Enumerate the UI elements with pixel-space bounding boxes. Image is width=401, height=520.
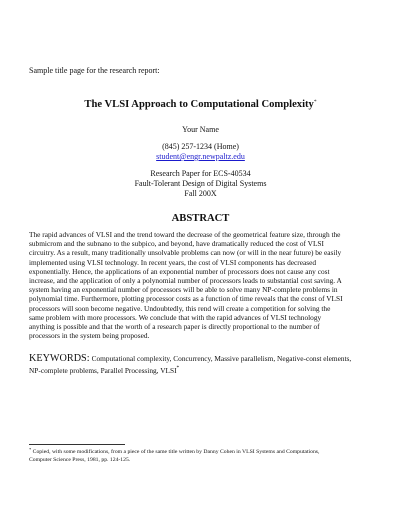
abstract-heading: ABSTRACT — [171, 213, 230, 224]
footnote — [29, 448, 381, 464]
keywords-footnote-marker: * — [176, 365, 180, 371]
course-term: Fall 200X — [184, 189, 217, 198]
title-footnote-marker: * — [313, 99, 317, 105]
footnote-line-2: Computer Science Press, 1981, pp. 124-125. — [29, 457, 131, 463]
abstract-line: processors in the system being proposed. — [29, 331, 150, 341]
abstract-line: same problem with more processors. We conclude that with the rapid advances of VLSI technology — [29, 312, 322, 322]
course-name: Fault-Tolerant Design of Digital Systems — [134, 179, 267, 188]
abstract-line: increase, and the application of only a polynomial number of processors leads to substantial cost saving. A — [29, 275, 342, 285]
keywords-line-2 — [29, 363, 379, 375]
abstract-line: processors will soon become negative. Undoubtedly, this rend will create a competition for solving the — [29, 303, 331, 313]
author-name: Your Name — [182, 125, 219, 134]
footnote-line-1 — [29, 448, 381, 456]
keywords-label: KEYWORDS: — [29, 353, 90, 364]
keywords-text-1: Computational complexity, Concurrency, Massive parallelism, Negative-const elements, — [91, 354, 352, 363]
abstract-line: implemented using VLSI technology. In recent years, the cost of VLSI components has decreased — [29, 257, 317, 267]
keywords-block — [29, 351, 379, 375]
footnote-marker: * — [29, 447, 32, 452]
paper-title — [0, 98, 401, 111]
intro-line: Sample title page for the research report: — [29, 66, 160, 75]
keywords-line-1 — [29, 351, 379, 363]
abstract-line: system having an exponential number of processors will be able to solve many NP-complete problems in — [29, 285, 338, 295]
keywords-text-2: NP-complete problems, Parallel Processing, VLSI — [29, 366, 177, 375]
abstract-line: exponentially. Hence, the applications of an exponential number of processors does not cause any cost — [29, 266, 330, 276]
course-line: Research Paper for ECS-40534 — [150, 169, 251, 178]
abstract-line: anything is possible and that the worth of a research paper is directly proportional to the number of — [29, 321, 320, 331]
abstract-line: circuitry. As a result, many traditionally unsolvable problems can now (or will in the near future) be easily — [29, 248, 342, 258]
paper-title-text: The VLSI Approach to Computational Complexity — [84, 99, 314, 110]
footnote-divider — [29, 444, 125, 445]
abstract-line: submicrom and the subnano to the subpico, and beyond, have dramatically reduced the cost of VLSI — [29, 239, 324, 249]
author-email-line — [0, 152, 401, 162]
author-email-link[interactable]: student@engr.newpaltz.edu — [156, 152, 245, 161]
abstract-line: The rapid advances of VLSI and the trend toward the decrease of the geometrical feature size, through the — [29, 230, 341, 239]
abstract-line: polynomial time. Furthermore, plotting processor costs as a function of time reveals that the const of VLSI — [29, 294, 343, 304]
footnote-text-1: Copied, with some modifications, from a piece of the same title written by Danny Cohen in VLSI Systems and Computations, — [32, 449, 320, 455]
author-phone: (845) 257-1234 (Home) — [162, 142, 239, 151]
abstract-body — [29, 230, 379, 340]
